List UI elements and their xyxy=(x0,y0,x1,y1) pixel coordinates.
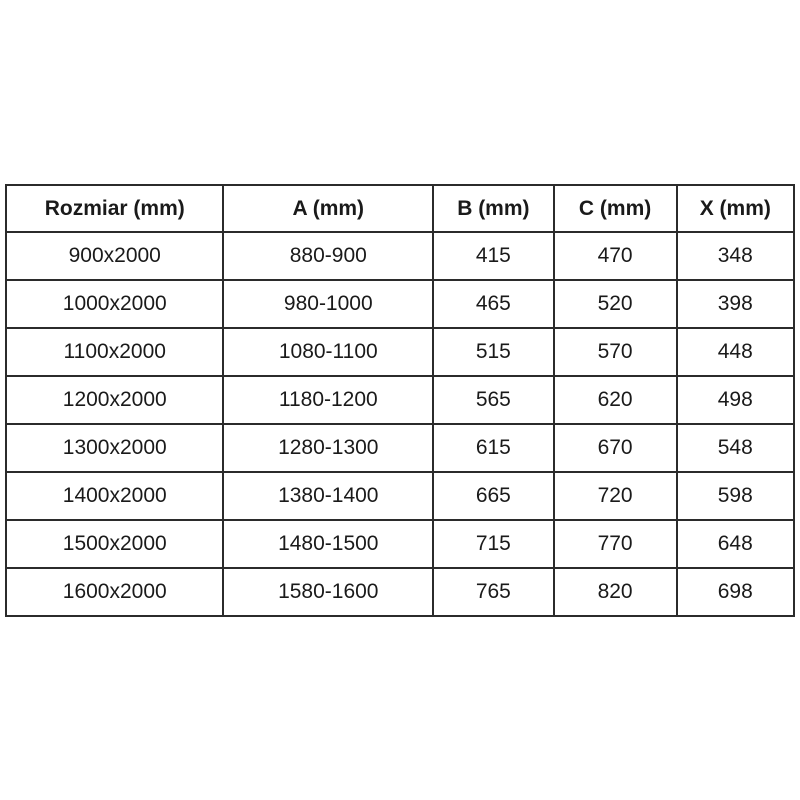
table-cell: 1580-1600 xyxy=(223,568,433,616)
table-cell: 520 xyxy=(554,280,677,328)
table-cell: 565 xyxy=(433,376,554,424)
table-cell: 570 xyxy=(554,328,677,376)
column-header-a: A (mm) xyxy=(223,185,433,232)
table-cell: 880-900 xyxy=(223,232,433,280)
column-header-rozmiar: Rozmiar (mm) xyxy=(6,185,223,232)
table-cell: 1100x2000 xyxy=(6,328,223,376)
column-header-c: C (mm) xyxy=(554,185,677,232)
table-cell: 515 xyxy=(433,328,554,376)
table-cell: 1480-1500 xyxy=(223,520,433,568)
table-cell: 1300x2000 xyxy=(6,424,223,472)
table-cell: 1500x2000 xyxy=(6,520,223,568)
table-row xyxy=(6,520,794,568)
table-cell: 670 xyxy=(554,424,677,472)
table-cell: 665 xyxy=(433,472,554,520)
table-cell: 470 xyxy=(554,232,677,280)
dimensions-table-container xyxy=(5,184,795,617)
table-cell: 1600x2000 xyxy=(6,568,223,616)
table-cell: 548 xyxy=(677,424,794,472)
table-row xyxy=(6,472,794,520)
table-cell: 765 xyxy=(433,568,554,616)
table-cell: 900x2000 xyxy=(6,232,223,280)
table-cell: 598 xyxy=(677,472,794,520)
table-row xyxy=(6,568,794,616)
dimensions-table xyxy=(5,184,795,617)
table-cell: 715 xyxy=(433,520,554,568)
table-cell: 770 xyxy=(554,520,677,568)
table-cell: 1200x2000 xyxy=(6,376,223,424)
column-header-b: B (mm) xyxy=(433,185,554,232)
table-row xyxy=(6,328,794,376)
table-cell: 465 xyxy=(433,280,554,328)
table-cell: 1280-1300 xyxy=(223,424,433,472)
table-cell: 620 xyxy=(554,376,677,424)
table-cell: 615 xyxy=(433,424,554,472)
table-cell: 448 xyxy=(677,328,794,376)
table-row xyxy=(6,424,794,472)
table-cell: 1380-1400 xyxy=(223,472,433,520)
table-cell: 720 xyxy=(554,472,677,520)
table-cell: 498 xyxy=(677,376,794,424)
table-row xyxy=(6,232,794,280)
table-row xyxy=(6,280,794,328)
table-cell: 1080-1100 xyxy=(223,328,433,376)
header-row xyxy=(6,185,794,232)
column-header-x: X (mm) xyxy=(677,185,794,232)
table-cell: 398 xyxy=(677,280,794,328)
table-cell: 415 xyxy=(433,232,554,280)
table-row xyxy=(6,376,794,424)
table-cell: 1180-1200 xyxy=(223,376,433,424)
table-cell: 348 xyxy=(677,232,794,280)
table-cell: 820 xyxy=(554,568,677,616)
table-cell: 1400x2000 xyxy=(6,472,223,520)
table-cell: 1000x2000 xyxy=(6,280,223,328)
table-cell: 698 xyxy=(677,568,794,616)
table-cell: 648 xyxy=(677,520,794,568)
table-cell: 980-1000 xyxy=(223,280,433,328)
